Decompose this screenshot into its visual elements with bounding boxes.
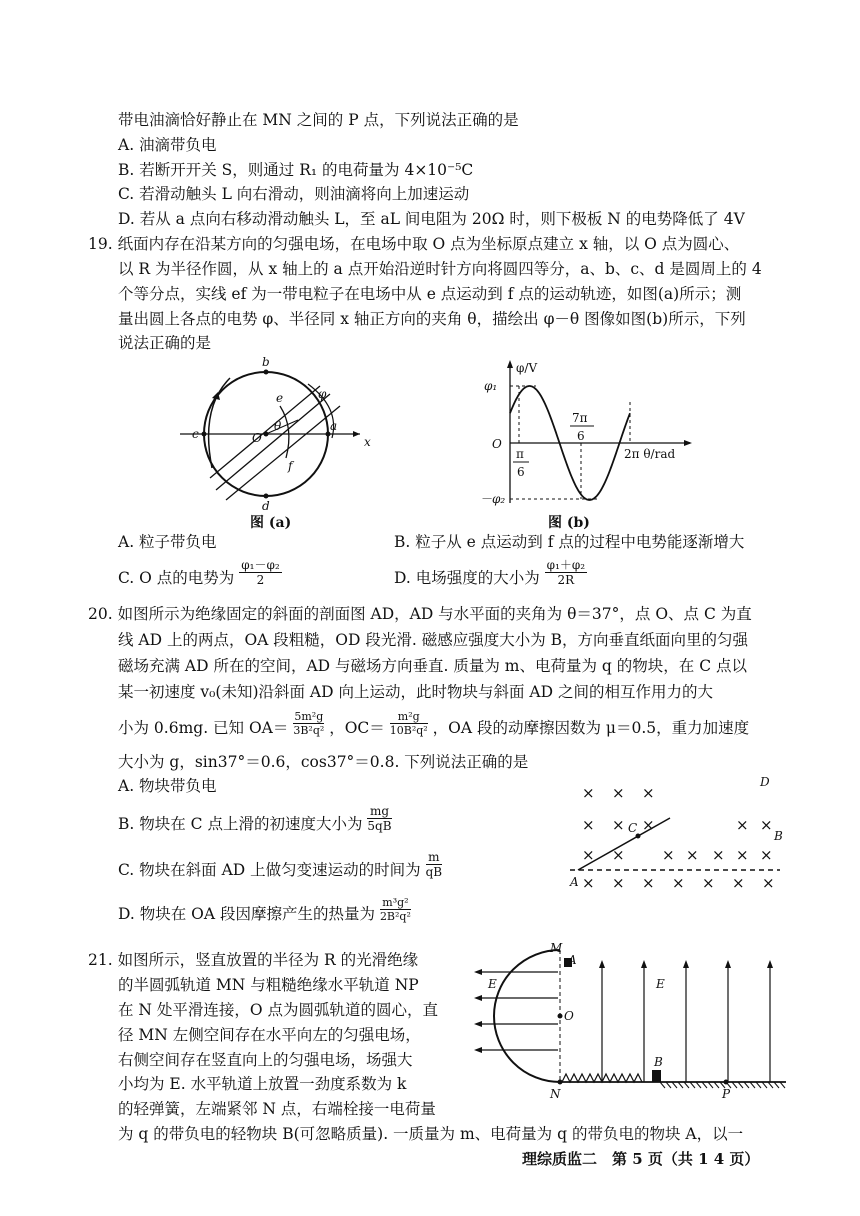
q20-option-d	[118, 895, 411, 924]
q20-line-2: 线 AD 上的两点，OA 段粗糙，OD 段光滑. 磁感应强度大小为 B，方向垂直纸面向里的匀强	[118, 631, 749, 649]
q21-line-2: 的半圆弧轨道 MN 与粗糙绝缘水平轨道 NP	[118, 976, 419, 994]
label-b: B	[654, 1055, 663, 1069]
q19-line-5: 说法正确的是	[118, 334, 212, 352]
q20-option-c	[118, 849, 443, 880]
q19-option-d	[394, 557, 587, 588]
q21-line-8: 为 q 的带负电的轻物块 B(可忽略质量). 一质量为 m、电荷量为 q 的带负电的物块 A，以一	[118, 1125, 744, 1143]
oc-denominator: 10B²q²	[389, 723, 428, 737]
hatch-mark	[780, 1082, 785, 1088]
hatch-mark	[738, 1082, 743, 1088]
q20-line-5	[118, 709, 750, 738]
q19-option-d-prefix: D. 电场强度的大小为	[394, 569, 540, 587]
q20-line-5-c: ，OA 段的动摩擦因数为 μ＝0.5，重力加速度	[432, 719, 750, 737]
q19-line-3: 个等分点，实线 ef 为一带电粒子在电场中从 e 点运动到 f 点的运动轨迹，如图(a)所示；测	[118, 285, 742, 303]
field-x-mark: ×	[642, 816, 655, 834]
hatch-mark	[678, 1082, 683, 1088]
page-footer: 理综质监二 第 5 页（共 1 4 页）	[522, 1150, 760, 1168]
q19-option-c-prefix: C. O 点的电势为	[118, 569, 235, 587]
block-b	[652, 1070, 661, 1082]
hatch-mark	[660, 1082, 665, 1088]
label-e-left: E	[488, 977, 497, 991]
label-d: d	[262, 499, 270, 513]
left-arrowhead	[474, 1047, 482, 1053]
hatch-mark	[708, 1082, 713, 1088]
figure-b	[480, 358, 700, 508]
label-o: O	[564, 1009, 574, 1023]
figure-a-caption: 图 (a)	[250, 515, 292, 531]
q21-line-3: 在 N 处平滑连接，O 点为圆弧轨道的圆心，直	[118, 1001, 439, 1019]
q20-line-5-b: ，OC＝	[329, 719, 385, 737]
figure-a	[190, 355, 390, 518]
magnetic-field-marks	[582, 784, 775, 892]
hatch-mark	[750, 1082, 755, 1088]
q20-b-numerator: mg	[367, 804, 391, 819]
field-x-mark: ×	[760, 816, 773, 834]
q19-c-numerator: φ₁－φ₂	[241, 557, 280, 572]
label-f: f	[288, 459, 293, 473]
q18-option-d: D. 若从 a 点向右移动滑动触头 L，至 aL 间电阻为 20Ω 时，则下极板 N 的电势降低了 4V	[118, 210, 745, 228]
field-x-mark: ×	[702, 874, 715, 892]
up-arrowhead	[599, 960, 605, 968]
q20-option-b-prefix: B. 物块在 C 点上滑的初速度大小为	[118, 815, 363, 833]
field-x-mark: ×	[642, 874, 655, 892]
field-x-mark: ×	[612, 784, 625, 802]
label-d: D	[760, 775, 770, 789]
label-x: x	[364, 435, 371, 449]
label-phi: φ	[318, 387, 327, 401]
hatch-mark	[684, 1082, 689, 1088]
q18-stem-end: 带电油滴恰好静止在 MN 之间的 P 点，下列说法正确的是	[118, 111, 519, 129]
q19-line-4: 量出圆上各点的电势 φ、半径同 x 轴正方向的夹角 θ，描绘出 φ－θ 图像如图(b)所示，下列	[118, 310, 746, 328]
label-seven-pi: 7π	[572, 411, 588, 425]
field-x-mark: ×	[736, 816, 749, 834]
left-arrowhead	[474, 969, 482, 975]
label-e-right: E	[656, 977, 665, 991]
figure-q20	[570, 772, 790, 892]
q18-option-b: B. 若断开开关 S，则通过 R₁ 的电荷量为 4×10⁻⁵C	[118, 161, 474, 179]
hatch-mark	[690, 1082, 695, 1088]
field-x-mark: ×	[582, 874, 595, 892]
q21-line-7: 的轻弹簧，左端紧邻 N 点，右端栓接一电荷量	[118, 1100, 436, 1118]
field-x-mark: ×	[582, 846, 595, 864]
q20-line-6: 大小为 g，sin37°＝0.6，cos37°＝0.8. 下列说法正确的是	[118, 753, 529, 771]
q19-option-a: A. 粒子带负电	[118, 533, 217, 551]
hatch-mark	[672, 1082, 677, 1088]
q19-line-1: 19. 纸面内存在沿某方向的匀强电场，在电场中取 O 点为坐标原点建立 x 轴，以 O 点为圆心、	[88, 235, 740, 253]
field-x-mark: ×	[582, 784, 595, 802]
q20-b-denominator: 5qB	[367, 818, 392, 833]
oc-numerator: m²g	[390, 710, 428, 724]
hatch-mark	[756, 1082, 761, 1088]
label-m: M	[550, 941, 563, 955]
label-a: a	[330, 419, 338, 433]
left-arrowhead	[474, 1021, 482, 1027]
field-x-mark: ×	[760, 846, 773, 864]
left-field-arrows	[474, 969, 558, 1053]
label-pi: π	[516, 447, 524, 461]
field-x-mark: ×	[732, 874, 745, 892]
field-x-mark: ×	[762, 874, 775, 892]
hatch-mark	[702, 1082, 707, 1088]
field-x-mark: ×	[672, 874, 685, 892]
right-field-arrows	[599, 960, 773, 1082]
q20-d-denominator: 2B²q²	[379, 909, 411, 923]
q20-c-denominator: qB	[425, 864, 443, 879]
q19-d-numerator: φ₁＋φ₂	[546, 557, 586, 572]
field-x-mark: ×	[612, 816, 625, 834]
label-yaxis: φ/V	[516, 361, 538, 375]
q19-option-b: B. 粒子从 e 点运动到 f 点的过程中电势能逐渐增大	[394, 533, 745, 551]
field-x-mark: ×	[582, 816, 595, 834]
label-pi-six: 6	[517, 465, 525, 479]
up-arrowhead	[641, 960, 647, 968]
q20-option-c-prefix: C. 物块在斜面 AD 上做匀变速运动的时间为	[118, 861, 421, 879]
label-neg-phi2: －φ₂	[480, 492, 506, 506]
oa-denominator: 3B²q²	[293, 723, 325, 737]
label-n: N	[550, 1087, 561, 1101]
hatch-mark	[714, 1082, 719, 1088]
label-theta: θ	[274, 419, 282, 433]
figure-b-caption: 图 (b)	[548, 515, 590, 531]
q19-c-denominator: 2	[256, 572, 265, 587]
label-b: B	[774, 829, 783, 843]
q21-line-5: 右侧空间存在竖直向上的匀强电场，场强大	[118, 1051, 413, 1069]
left-arrowhead	[474, 995, 482, 1001]
q19-line-2: 以 R 为半径作圆，从 x 轴上的 a 点开始沿逆时针方向将圆四等分，a、b、c、d 是圆周上的 4	[118, 260, 762, 278]
label-p: P	[722, 1087, 731, 1101]
q21-line-6: 小均为 E. 水平轨道上放置一劲度系数为 k	[118, 1075, 407, 1093]
field-x-mark: ×	[686, 846, 699, 864]
q20-c-numerator: m	[426, 850, 443, 865]
label-a: A	[568, 953, 577, 967]
q19-option-c	[118, 557, 282, 588]
up-arrowhead	[767, 960, 773, 968]
hatch-mark	[774, 1082, 779, 1088]
label-a: A	[570, 875, 579, 889]
label-o: O	[252, 431, 262, 445]
hatch-mark	[762, 1082, 767, 1088]
hatch-mark	[696, 1082, 701, 1088]
q18-option-a: A. 油滴带负电	[118, 136, 217, 154]
field-x-mark: ×	[736, 846, 749, 864]
q21-line-1: 21. 如图所示，竖直放置的半径为 R 的光滑绝缘	[88, 951, 419, 969]
q20-line-1: 20. 如图所示为绝缘固定的斜面的剖面图 AD，AD 与水平面的夹角为 θ＝37°，点 O、点 C 为直	[88, 605, 752, 623]
hatch-mark	[666, 1082, 671, 1088]
q20-d-numerator: m³g²	[380, 896, 411, 910]
q20-line-4: 某一初速度 v₀(未知)沿斜面 AD 向上运动，此时物块与斜面 AD 之间的相互作用力的大	[118, 683, 713, 701]
figure-q21	[470, 942, 790, 1107]
field-x-mark: ×	[712, 846, 725, 864]
label-c: C	[628, 821, 638, 835]
q20-line-3: 磁场充满 AD 所在的空间，AD 与磁场方向垂直. 质量为 m、电荷量为 q 的物块，在 C 点以	[118, 657, 747, 675]
label-c: c	[192, 427, 199, 441]
oa-numerator: 5m²g	[294, 709, 324, 723]
field-x-mark: ×	[642, 784, 655, 802]
field-x-mark: ×	[612, 874, 625, 892]
up-arrowhead	[725, 960, 731, 968]
label-e: e	[276, 391, 284, 405]
q20-option-b	[118, 803, 392, 834]
q20-option-d-prefix: D. 物块在 OA 段因摩擦产生的热量为	[118, 905, 375, 923]
q20-line-5-a: 小为 0.6mg. 已知 OA＝	[118, 719, 289, 737]
q19-d-denominator: 2R	[557, 572, 575, 587]
hatch-mark	[744, 1082, 749, 1088]
q18-option-c: C. 若滑动触头 L 向右滑动，则油滴将向上加速运动	[118, 185, 470, 203]
field-x-mark: ×	[612, 846, 625, 864]
label-origin: O	[492, 437, 502, 451]
field-x-mark: ×	[662, 846, 675, 864]
label-two-pi: 2π θ/rad	[624, 447, 676, 461]
label-b: b	[262, 355, 270, 369]
hatch-mark	[768, 1082, 773, 1088]
up-arrowhead	[683, 960, 689, 968]
label-phi1: φ₁	[484, 379, 498, 393]
q20-option-a: A. 物块带负电	[118, 777, 217, 795]
label-seven-pi-six: 6	[577, 429, 585, 443]
q21-line-4: 径 MN 左侧空间存在水平向左的匀强电场，	[118, 1026, 421, 1044]
hatch-mark	[732, 1082, 737, 1088]
